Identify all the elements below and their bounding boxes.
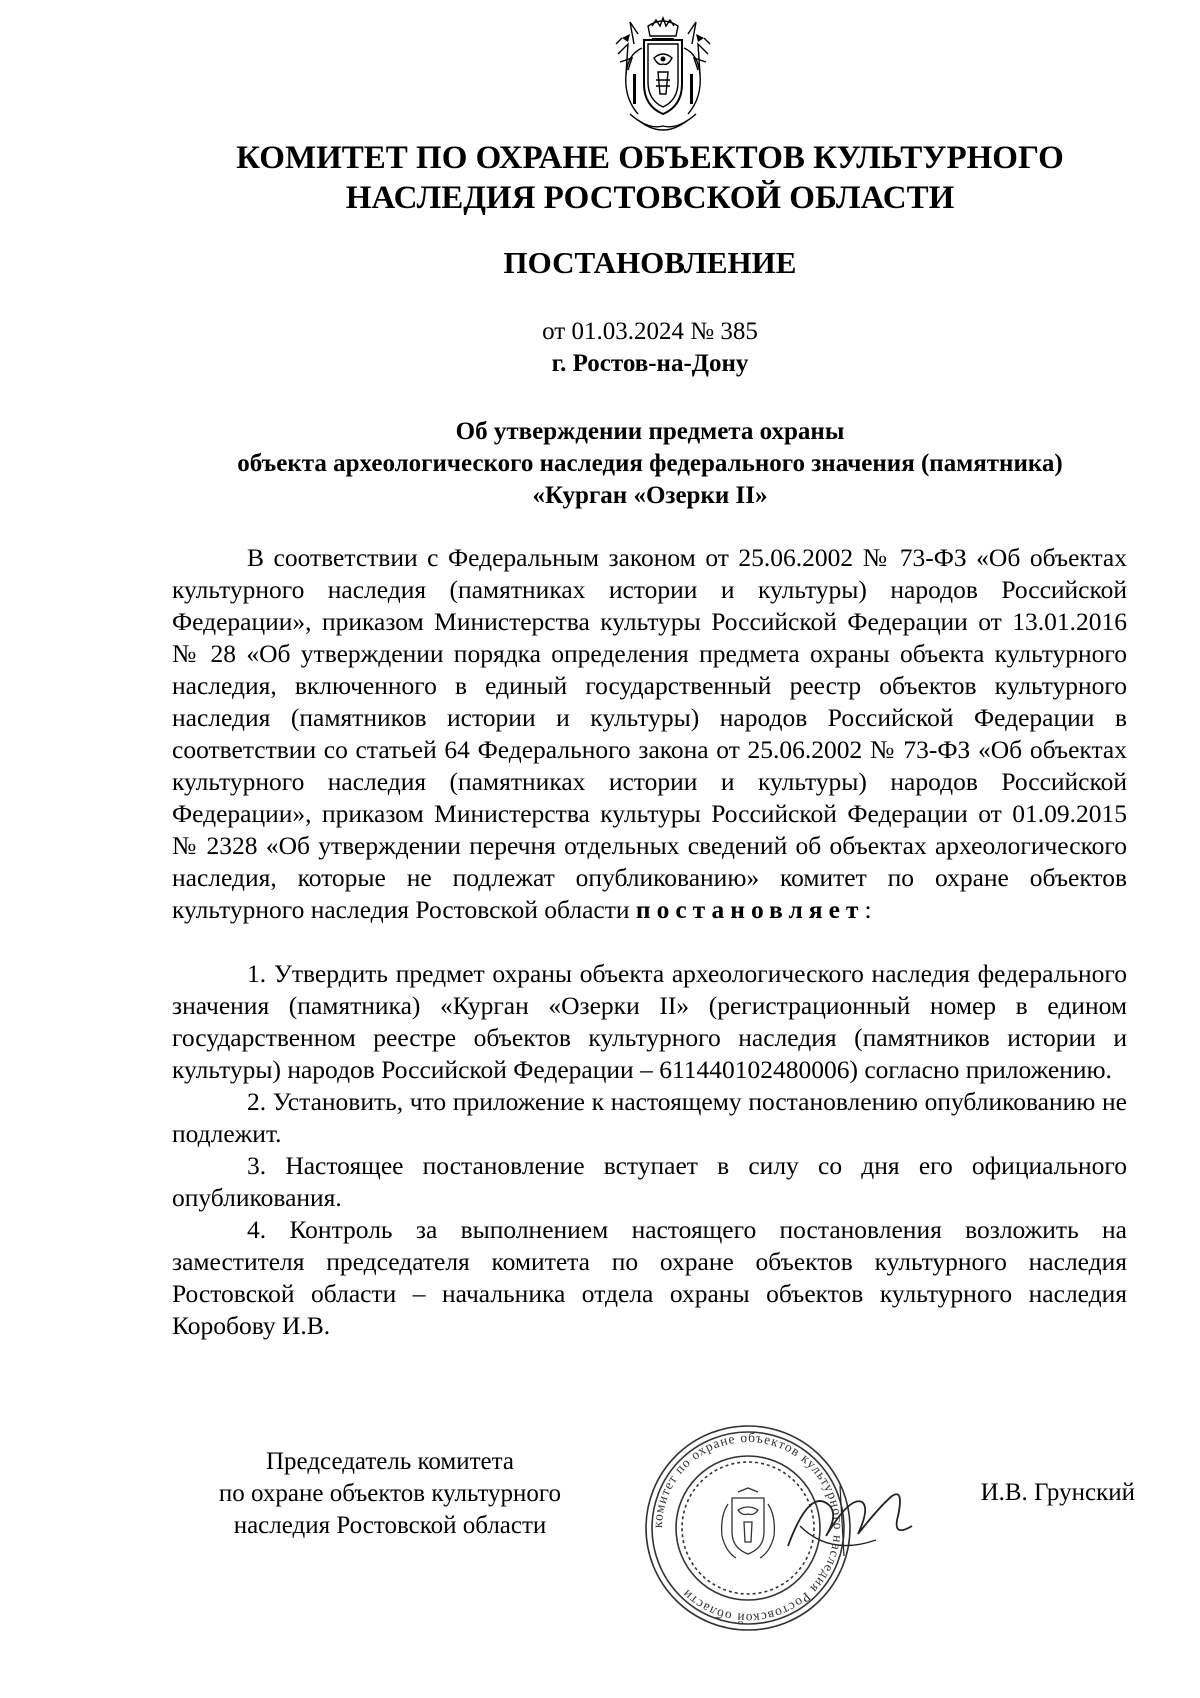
document-date-number: от 01.03.2024 № 385 [542, 318, 758, 345]
organization-line-1: КОМИТЕТ ПО ОХРАНЕ ОБЪЕКТОВ КУЛЬТУРНОГО [236, 140, 1064, 176]
organization-line-2: НАСЛЕДИЯ РОСТОВСКОЙ ОБЛАСТИ [345, 180, 955, 216]
resolution-item-2: 2. Установить, что приложение к настоящему постановлению опубликованию не подлежит. [172, 1087, 1127, 1148]
title-line-3: «Курган «Озерки II» [532, 482, 768, 509]
document-type: ПОСТАНОВЛЕНИЕ [503, 245, 797, 280]
document-city: г. Ростов-на-Дону [551, 350, 749, 377]
preamble-text: В соответствии с Федеральным законом от 25.06.2002 № 73-ФЗ «Об объектах культурного наследия (памятниках истории и культуры) народов Российской Федерации», приказом Министерства культуры Российской Федерации от 13.01.2016 № 28 «Об утверждении порядка определения предмета охраны объекта культурного наследия, включенного в единый государственный реестр объектов культурного наследия (памятников истории и культуры) народов Российской Федерации в соответствии со статьей 64 Федерального закона от 25.06.2002 № 73-ФЗ «Об объектах культурного наследия (памятниках истории и культуры) народов Российской Федерации», приказом Министерства культуры Российской Федерации от 01.09.2015 № 2328 «Об утверждении перечня отдельных сведений об объектах археологического наследия, которые не подлежат опубликованию» комитет по охране объектов культурного наследия Ростовской области [172, 543, 1127, 924]
preamble-colon: : [864, 895, 872, 924]
signatory-position [185, 1446, 595, 1542]
preamble-paragraph [172, 542, 1127, 926]
title-line-1: Об утверждении предмета охраны [455, 418, 845, 445]
organization-name [220, 138, 1080, 218]
signatory-position-line-3: наследия Ростовской области [233, 1512, 547, 1539]
document-body [172, 542, 1127, 1342]
signatory-position-line-1: Председатель комитета [266, 1448, 514, 1475]
resolution-item-3: 3. Настоящее постановление вступает в силу со дня его официального опубликования. [172, 1151, 1127, 1212]
handwritten-signature-icon [780, 1466, 920, 1576]
resolution-item-4: 4. Контроль за выполнением настоящего постановления возложить на заместителя председателя комитета по охране объектов культурного наследия Ростовской области – начальника отдела охраны объектов культурного наследия Коробову И.В. [172, 1215, 1127, 1340]
signatory-name: И.В. Грунский [980, 1479, 1135, 1506]
paragraph-gap [172, 926, 1127, 958]
signatory-position-line-2: по охране объектов культурного [218, 1480, 562, 1507]
title-line-2: объекта археологического наследия федерального значения (памятника) [237, 450, 1063, 477]
resolves-word: постановляет [635, 895, 865, 924]
resolution-item-1: 1. Утвердить предмет охраны объекта археологического наследия федерального значения (памятника) «Курган «Озерки II» (регистрационный номер в едином государственном реестре объектов культурного наследия (памятников истории и культуры) народов Российской Федерации – 611440102480006) согласно приложению. [172, 959, 1127, 1084]
document-title [150, 416, 1150, 512]
seal-text: комитет по охране объектов культурного наследия Ростовской области [649, 1429, 847, 1627]
coat-of-arms-icon [608, 14, 718, 142]
